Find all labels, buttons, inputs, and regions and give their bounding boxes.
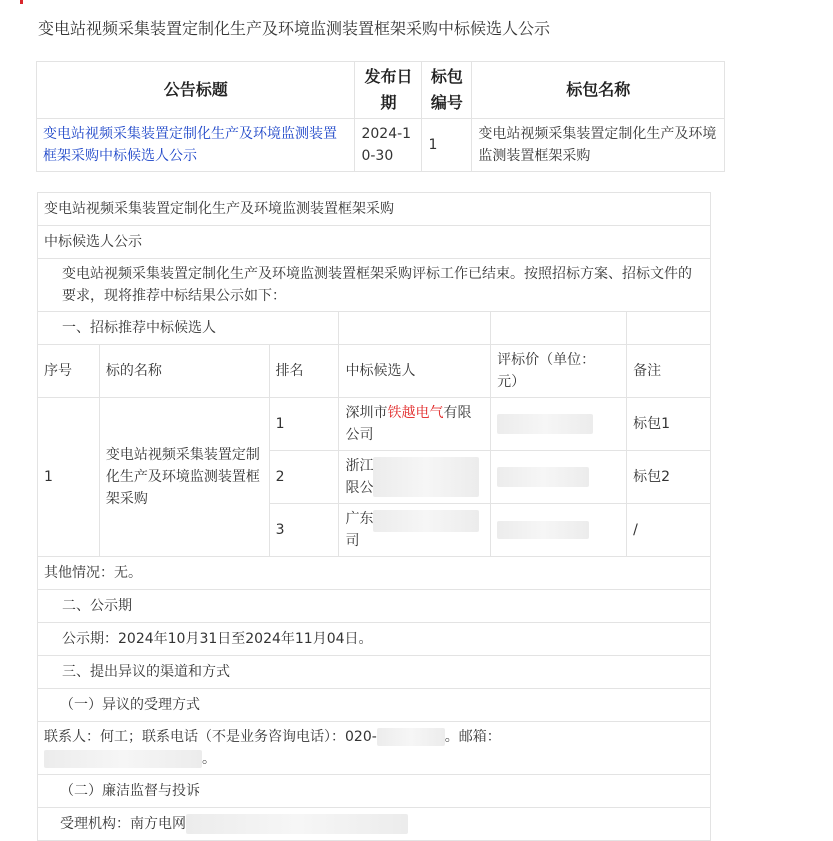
col-subject: 标的名称 (99, 345, 269, 398)
intro-paragraph: 变电站视频采集装置定制化生产及环境监测装置框架采购评标工作已结束。按照招标方案、招标文件的要求，现将推荐中标结果公示如下： (38, 259, 711, 312)
subsection-objection-method: （一）异议的受理方式 (38, 689, 711, 722)
group-subject: 变电站视频采集装置定制化生产及环境监测装置框架采购 (99, 398, 269, 557)
col-rank: 排名 (269, 345, 339, 398)
candidate-remark: / (627, 504, 711, 557)
announcement-summary-table (36, 61, 725, 172)
header-date: 发布日 期 (355, 62, 422, 119)
other-notes: 其他情况：无。 (38, 557, 711, 590)
announcement-detail-table (37, 192, 711, 841)
candidate-rank: 3 (269, 504, 339, 557)
agency-info: 受理机构：南方电网 (38, 808, 711, 841)
package-number: 1 (422, 119, 472, 172)
col-candidate: 中标候选人 (339, 345, 491, 398)
candidate-remark: 标包1 (627, 398, 711, 451)
section-period-heading: 二、公示期 (38, 590, 711, 623)
redacted-name (373, 510, 479, 532)
candidate-price (491, 451, 627, 504)
col-remark: 备注 (627, 345, 711, 398)
candidate-name: 深圳市铁越电气有限 公司 (339, 398, 491, 451)
candidate-price (491, 504, 627, 557)
header-title: 公告标题 (37, 62, 355, 119)
publish-date: 2024-1 0-30 (355, 119, 422, 172)
announcement-link[interactable]: 变电站视频采集装置定制化生产及环境监测装置框架采购中标候选人公示 (43, 126, 337, 164)
candidate-name: 广东 司 (339, 504, 491, 557)
col-price: 评标价（单位： 元） (491, 345, 627, 398)
redacted-email (44, 750, 202, 768)
page-title: 变电站视频采集装置定制化生产及环境监测装置框架采购中标候选人公示 (38, 19, 551, 38)
candidates-header-row (38, 345, 711, 398)
highlight-name: 铁越电气 (387, 405, 444, 421)
candidate-rank: 1 (269, 398, 339, 451)
period-text: 公示期：2024年10月31日至2024年11月04日。 (38, 623, 711, 656)
package-name: 变电站视频采集装置定制化生产及环境监测装置框架采购 (472, 119, 725, 172)
contact-info: 联系人：何工；联系电话（不是业务咨询电话）：020- 。邮箱： 。 (38, 722, 711, 775)
section-candidates-heading: 一、招标推荐中标候选人 (38, 312, 339, 345)
redacted-price (497, 521, 589, 539)
section-objection-heading: 三、提出异议的渠道和方式 (38, 656, 711, 689)
header-package-name: 标包名称 (472, 62, 725, 119)
subsection-supervision: （二）廉洁监督与投诉 (38, 775, 711, 808)
redacted-name (373, 457, 479, 497)
candidate-price (491, 398, 627, 451)
accent-bar (20, 0, 23, 4)
notice-type: 中标候选人公示 (38, 226, 711, 259)
redacted-price (497, 467, 589, 487)
candidate-rank: 2 (269, 451, 339, 504)
col-seq: 序号 (38, 345, 100, 398)
header-package-number: 标包 编号 (422, 62, 472, 119)
redacted-price (497, 414, 593, 434)
candidate-row-1 (38, 398, 711, 451)
summary-header-row (37, 62, 725, 119)
project-name: 变电站视频采集装置定制化生产及环境监测装置框架采购 (38, 193, 711, 226)
candidate-name: 浙江 限公 (339, 451, 491, 504)
summary-row (37, 119, 725, 172)
redacted-agency (186, 814, 408, 834)
candidate-remark: 标包2 (627, 451, 711, 504)
group-seq: 1 (38, 398, 100, 557)
redacted-phone (377, 728, 445, 746)
